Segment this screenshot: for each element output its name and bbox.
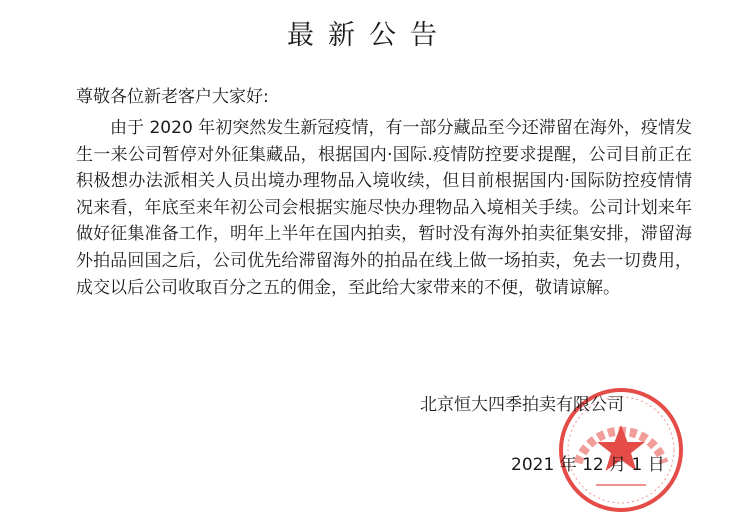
notice-date: 2021 年 12 月 1 日 — [511, 455, 665, 475]
notice-greeting: 尊敬各位新老客户大家好: — [76, 87, 269, 107]
notice-body: 由于 2020 年初突然发生新冠疫情，有一部分藏品至今还滞留在海外，疫情发生一来公司暂停对外征集藏品，根据国内·国际.疫情防控要求提醒，公司目前正在积极想办法派相关人员出境办理物品入境收续，但目前根据国内·国际防控疫情情况来看，年底至来年初公司会根据实施尽快办理物品入境相关手续。公司计划来年做好征集准备工作，明年上半年在国内拍卖，暂时没有海外拍卖征集安排，滞留海外拍品回国之后，公司优先给滞留海外的拍品在线上做一场拍卖，免去一切费用，成交以后公司收取百分之五的佣金，至此给大家带来的不便，敬请谅解。 — [76, 118, 692, 298]
notice-title: 最新公告 — [287, 20, 451, 51]
company-signature: 北京恒大四季拍卖有限公司 — [420, 395, 624, 415]
